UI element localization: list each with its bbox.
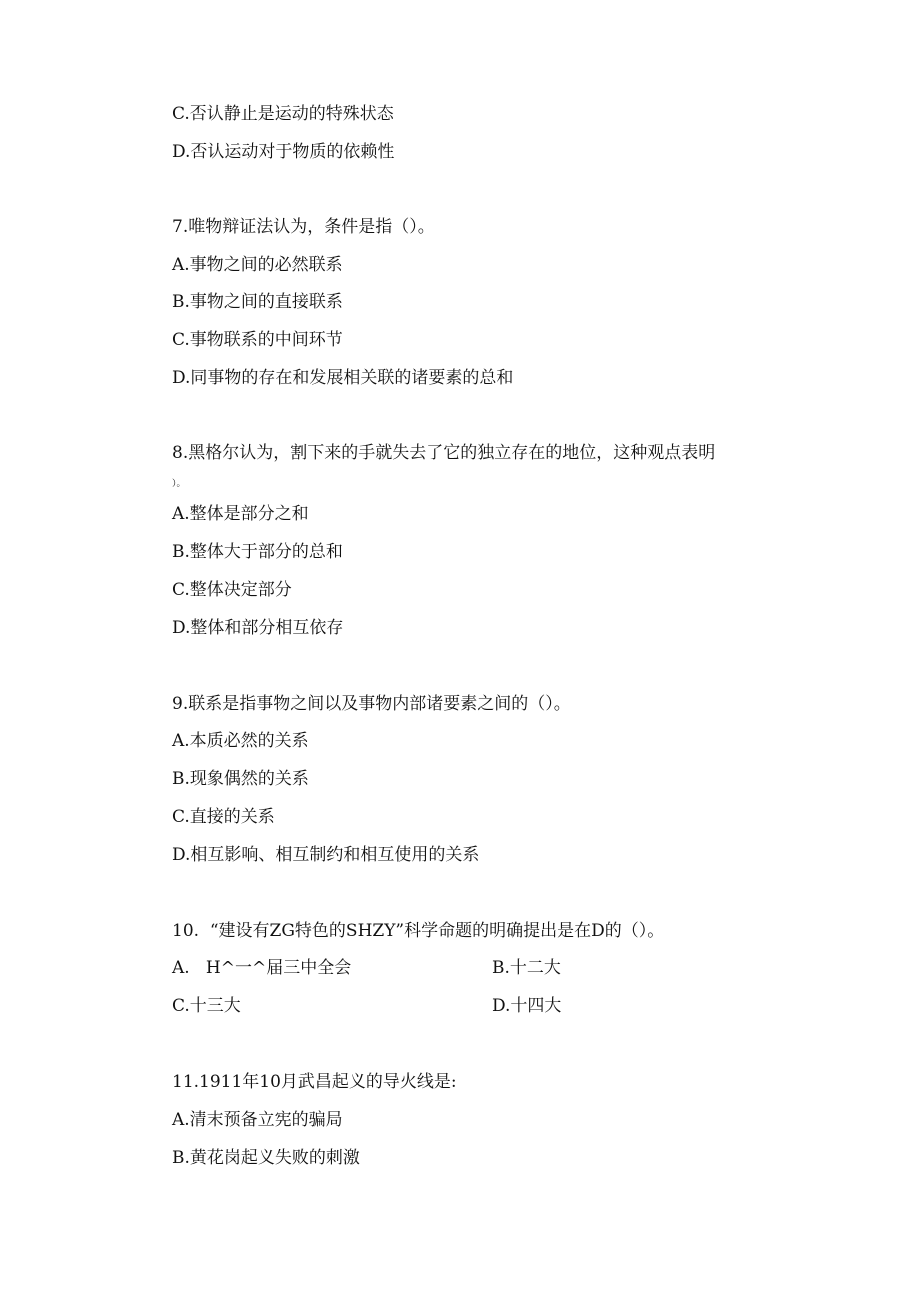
q6-option-c: C.否认静止是运动的特殊状态 <box>172 104 394 124</box>
q9-stem: 9.联系是指事物之间以及事物内部诸要素之间的（）。 <box>172 694 571 714</box>
q7-option-c: C.事物联系的中间环节 <box>172 330 343 350</box>
q10-stem: 10. “建设有ZG特色的SHZY”科学命题的明确提出是在D的（）。 <box>172 921 665 941</box>
q8-option-d: D.整体和部分相互依存 <box>172 618 344 638</box>
q9-option-d: D.相互影响、相互制约和相互使用的关系 <box>172 845 480 865</box>
q11-stem: 11.1911年10月武昌起义的导火线是: <box>172 1072 457 1092</box>
q8-stem: 8.黑格尔认为，割下来的手就失去了它的独立存在的地位，这种观点表明 <box>172 443 716 463</box>
q6-option-d: D.否认运动对于物质的依赖性 <box>172 142 395 162</box>
q11-option-a: A.清末预备立宪的骗局 <box>172 1110 343 1130</box>
q8-option-a: A.整体是部分之和 <box>172 504 309 524</box>
q7-option-a: A.事物之间的必然联系 <box>172 255 343 275</box>
q8-stem-tail: ）。 <box>172 479 186 489</box>
q10-option-d: D.十四大 <box>492 996 562 1016</box>
q7-stem: 7.唯物辩证法认为，条件是指（）。 <box>172 217 435 237</box>
q10-option-a: A. H^一^届三中全会 <box>172 958 352 978</box>
q8-option-c: C.整体决定部分 <box>172 580 292 600</box>
q9-option-b: B.现象偶然的关系 <box>172 769 309 789</box>
q9-option-a: A.本质必然的关系 <box>172 731 309 751</box>
q7-option-d: D.同事物的存在和发展相关联的诸要素的总和 <box>172 368 514 388</box>
q8-option-b: B.整体大于部分的总和 <box>172 542 343 562</box>
q10-option-c: C.十三大 <box>172 996 241 1016</box>
q10-option-b: B.十二大 <box>492 958 561 978</box>
q11-option-b: B.黄花岗起义失败的刺激 <box>172 1148 360 1168</box>
q7-option-b: B.事物之间的直接联系 <box>172 292 343 312</box>
q9-option-c: C.直接的关系 <box>172 807 275 827</box>
